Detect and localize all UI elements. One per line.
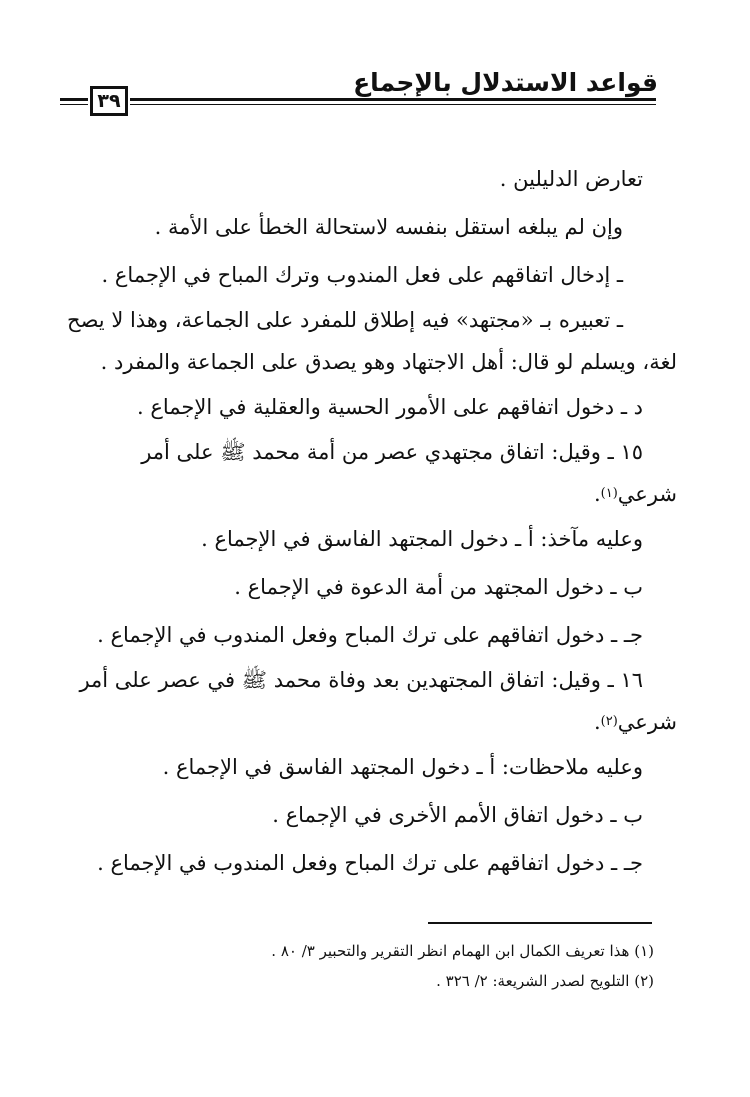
text-line: ١٥ ـ وقيل: اتفاق مجتهدي عصر من أمة محمد ﷺ على أمر xyxy=(141,440,643,464)
footnote-2: (٢) التلويح لصدر الشريعة: ٢/ ٣٢٦ . xyxy=(436,972,654,990)
text-line: وإن لم يبلغه استقل بنفسه لاستحالة الخطأ على الأمة . xyxy=(154,215,623,239)
text-line: شرعي (١) . xyxy=(593,482,677,506)
text-line: ـ تعبيره بـ «مجتهد» فيه إطلاق للمفرد على الجماعة، وهذا لا يصح xyxy=(67,308,623,332)
text-line: د ـ دخول اتفاقهم على الأمور الحسية والعقلية في الإجماع . xyxy=(137,395,643,419)
text-line: جـ ـ دخول اتفاقهم على ترك المباح وفعل المندوب في الإجماع . xyxy=(97,623,643,647)
footnote-1: (١) هذا تعريف الكمال ابن الهمام انظر التقرير والتحبير ٣/ ٨٠ . xyxy=(271,942,654,960)
text-line: وعليه ملاحظات: أ ـ دخول المجتهد الفاسق في الإجماع . xyxy=(162,755,643,779)
main-text xyxy=(55,155,677,887)
header-rule-thick xyxy=(130,98,656,101)
text-line: تعارض الدليلين . xyxy=(499,167,643,191)
header-rule-thin xyxy=(130,104,656,105)
text-line: وعليه مآخذ: أ ـ دخول المجتهد الفاسق في الإجماع . xyxy=(201,527,643,551)
text-line: ب ـ دخول اتفاق الأمم الأخرى في الإجماع . xyxy=(272,803,643,827)
text-line: جـ ـ دخول اتفاقهم على ترك المباح وفعل المندوب في الإجماع . xyxy=(97,851,643,875)
text-line: ب ـ دخول المجتهد من أمة الدعوة في الإجماع . xyxy=(234,575,643,599)
text-line: ـ إدخال اتفاقهم على فعل المندوب وترك المباح في الإجماع . xyxy=(101,263,623,287)
running-header-title: قواعد الاستدلال بالإجماع xyxy=(353,68,658,97)
text-line: لغة، ويسلم لو قال: أهل الاجتهاد وهو يصدق على الجماعة والمفرد . xyxy=(100,350,677,374)
page-number: ٣٩ xyxy=(90,86,128,116)
header-rule-left-thick xyxy=(60,98,88,101)
footnote-separator xyxy=(428,922,652,924)
text-line: شرعي (٢) . xyxy=(593,710,677,734)
text-line: ١٦ ـ وقيل: اتفاق المجتهدين بعد وفاة محمد ﷺ في عصر على أمر xyxy=(79,668,643,692)
footnotes xyxy=(271,936,654,996)
header-rule-left-thin xyxy=(60,104,88,105)
